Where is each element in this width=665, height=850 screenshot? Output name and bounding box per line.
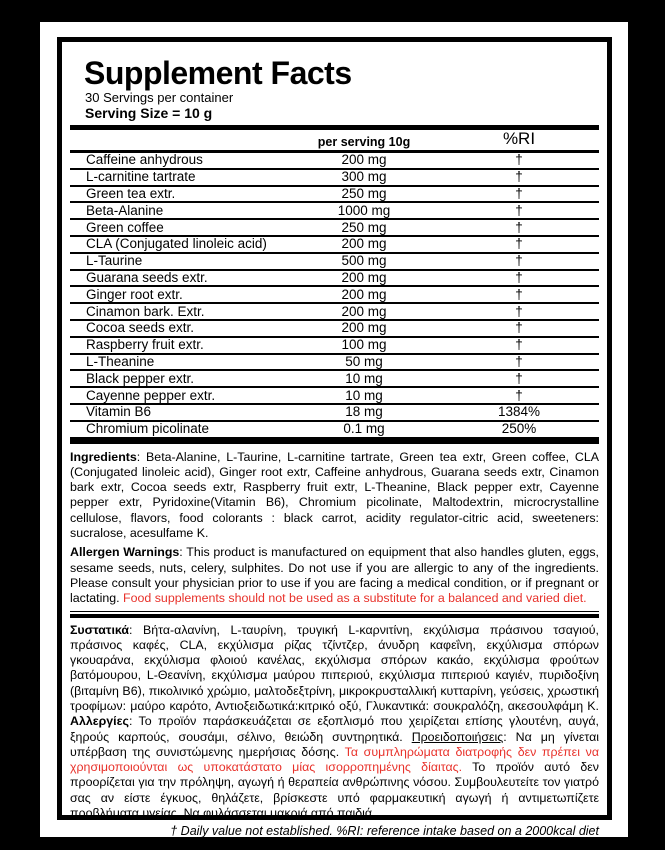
nutrient-name: Green tea extr. [86,185,176,201]
nutrient-ri: † [515,320,523,336]
greek-allergies-text: : Το προϊόν παράσκευάζεται σε εξοπλισμό που χειρίζεται επίσης γλουτένη, αυγά, ξηρούς καρπούς, σουσάμι, σέλινο, θειώδη συντηρητικά. [70,714,599,744]
supplement-facts-title: Supplement Facts [84,55,352,91]
label-panel [40,22,628,837]
column-header-per-serving: per serving 10g [317,135,411,149]
nutrient-ri: † [515,303,523,319]
nutrient-name: Green coffee [86,219,164,235]
nutrient-amount: 500 mg [341,253,387,269]
greek-paragraph [70,623,599,822]
table-row [70,304,599,321]
divider-thick-after-table [70,439,599,444]
nutrient-amount: 18 mg [345,404,383,420]
allergen-warnings-label: Allergen Warnings [70,545,180,560]
table-row [70,237,599,254]
nutrient-name: CLA (Conjugated linoleic acid) [86,236,267,252]
table-row [70,405,599,422]
nutrient-amount: 50 mg [345,353,383,369]
nutrient-name: Cocoa seeds extr. [86,320,195,336]
nutrient-ri: † [515,370,523,386]
nutrient-ri: † [515,286,523,302]
table-header-row [70,130,599,150]
nutrient-amount: 250 mg [341,219,387,235]
greek-warnings-label: Προειδοποιήσεις [411,729,504,744]
table-row [70,153,599,170]
nutrient-amount: 250 mg [341,185,387,201]
ingredients-label: Ingredients [70,449,137,464]
nutrient-amount: 1000 mg [337,202,391,218]
nutrient-name: Black pepper extr. [86,370,195,386]
nutrient-ri: † [515,253,523,269]
nutrient-ri: † [515,185,523,201]
nutrient-amount: 200 mg [341,236,387,252]
nutrient-ri: 250% [501,421,537,437]
greek-closing-text: Το προϊόν αυτό δεν προορίζεται για την πρόληψη, αγωγή ή θεραπεία ανθρώπινης νόσου. Συμβουλευτείτε τον γιατρό σας αν είστε έγκυος, θηλάζετε, βρίσκεστε υπό φαρμακευτική αγωγή ή αντιμετωπίζετε προβλήματα υγείας. Να φυλάσσεται μακριά από παιδιά. [70,760,599,821]
nutrient-ri: † [515,152,523,168]
nutrient-amount: 200 mg [341,269,387,285]
ingredients-paragraph [70,450,599,542]
allergen-paragraph [70,545,599,606]
column-header-ri: %RI [502,129,536,148]
nutrient-ri: † [515,337,523,353]
table-row [70,220,599,237]
allergen-red-warning: Food supplements should not be used as a substitute for a balanced and varied diet. [123,591,587,606]
greek-red-warning: Τα συμπληρώματα διατροφής δεν πρέπει να χρησιμοποιούνται ως υποκατάστατο μίας ισορροπημένης δίαιτας. [70,744,599,775]
table-row [70,371,599,388]
table-row [70,321,599,338]
ingredients-text: : Beta-Alanine, L-Taurine, L-carnitine tartrate, Green tea extr, Green coffee, CLA (Conjugated linoleic acid), Ginger root extr, Caffeine anhydrous, Guarana seeds extr, Cinamon bark extr, Cocoa seeds extr, Raspberry fruit extr, L-Theanine, Black pepper extr, Cayenne pepper extr, Pyridoxine(Vitamin B6), Chromium picolinate, Maltodextrin, microcrystalline cellulose, flavors, food colorants : black carrot, acidity regulator-citric acid, sweeteners: sucralose, acesulfame K. [70,449,599,541]
nutrient-name: Beta-Alanine [86,202,164,218]
nutrient-name: Chromium picolinate [86,421,210,437]
supplement-facts-box [57,37,612,839]
nutrient-name: Raspberry fruit extr. [86,337,204,353]
greek-warnings-text: : Να μη γίνεται υπέρβαση της συνιστώμενης ημερήσιας δόσης. [70,729,599,759]
table-row [70,271,599,288]
nutrient-amount: 200 mg [341,152,387,168]
nutrient-name: L-carnitine tartrate [86,169,196,185]
servings-per-container: 30 Servings per container [85,90,234,105]
table-row [70,187,599,204]
table-row [70,422,599,439]
table-row [70,355,599,372]
nutrient-amount: 10 mg [345,370,383,386]
nutrient-name: Vitamin B6 [86,404,152,420]
nutrient-ri: † [515,202,523,218]
nutrient-amount: 300 mg [341,169,387,185]
nutrient-ri: † [515,169,523,185]
nutrient-amount: 0.1 mg [343,421,385,437]
nutrient-ri: † [515,219,523,235]
nutrient-ri: † [515,236,523,252]
nutrient-amount: 100 mg [341,337,387,353]
serving-size: Serving Size = 10 g [85,105,213,121]
nutrient-amount: 10 mg [345,387,383,403]
nutrient-ri: † [515,353,523,369]
table-row [70,287,599,304]
nutrient-amount: 200 mg [341,320,387,336]
greek-allergies-label: Αλλεργίες [70,714,129,729]
divider-double [70,611,599,618]
nutrient-ri: 1384% [497,404,541,420]
nutrient-amount: 200 mg [341,303,387,319]
nutrient-ri: † [515,387,523,403]
nutrient-name: Guarana seeds extr. [86,269,208,285]
table-row [70,170,599,187]
nutrients-table [70,153,599,439]
table-row [70,254,599,271]
nutrient-name: Cayenne pepper extr. [86,387,216,403]
table-row [70,388,599,405]
table-row [70,203,599,220]
allergen-text: : This product is manufactured on equipment that also handles gluten, eggs, sesame seeds, nuts, celery, sulphites. Do not use if you are allergic to any of the ingredients. Please consult your physician prior to use if you are facing a medical condition, or if pregnant or lactating. [70,545,599,606]
nutrient-name: L-Theanine [86,353,155,369]
nutrient-ri: † [515,269,523,285]
nutrient-amount: 200 mg [341,286,387,302]
greek-ingredients-text: : Βήτα-αλανίνη, L-ταυρίνη, τρυγική L-καρνιτίνη, εκχύλισμα πράσινου τσαγιού, πράσινος καφές, CLA, εκχύλισμα ρίζας τζίντζερ, άνυδρη καφεΐνη, εκχύλισμα σπόρων γκουαράνα, εκχύλισμα φλοιού κανέλας, εκχύλισμα σπόρων κακάο, εκχύλισμα φρούτων βατόμουρου, L-Θεανίνη, εκχύλισμα μαύρου πιπεριού, εκχύλισμα πιπεριού καγιέν, πυριδοξίνη (βιταμίνη Β6), πικολινικό χρώμιο, μαλτοδεξτρίνη, μικροκρυσταλλική κυτταρίνη, γεύσεις, χρωστική τροφίμων: μαύρο καρότο, Αντιοξειδωτικά:κιτρικό οξύ, Γλυκαντικά: σουκραλόζη, ακεσουλφάμη Κ. [70,622,599,713]
nutrient-name: Ginger root extr. [86,286,183,302]
greek-ingredients-label: Συστατικά [70,622,130,637]
table-row [70,338,599,355]
nutrient-name: Cinamon bark. Extr. [86,303,205,319]
daily-value-footnote: † Daily value not established. %RI: reference intake based on a 2000kcal diet [170,824,599,839]
nutrient-name: Caffeine anhydrous [86,152,203,168]
nutrient-name: L-Taurine [86,253,143,269]
